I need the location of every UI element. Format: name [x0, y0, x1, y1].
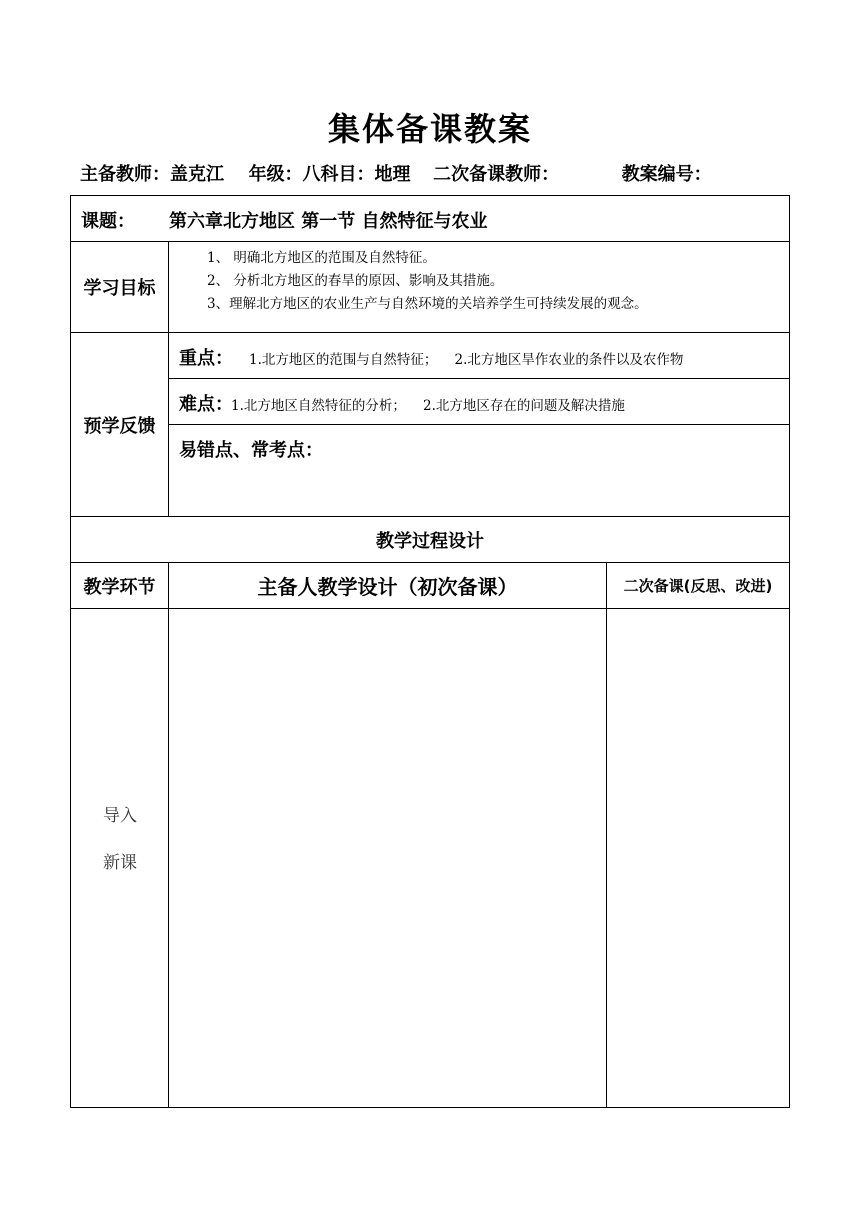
- lesson-plan-table: [70, 195, 790, 1108]
- objectives-label: 学习目标: [83, 278, 156, 299]
- objectives-cell: [168, 241, 790, 333]
- grade-subject: 年级：八科目：地理: [248, 164, 411, 185]
- lead-teacher: 主备教师：盖克江: [80, 164, 224, 185]
- preview-label-cell: [70, 332, 169, 517]
- plan-number: 教案编号：: [621, 164, 712, 185]
- common-errors-label: 易错点、常考点：: [179, 440, 323, 461]
- topic-row: [70, 195, 790, 242]
- process-title: 教学过程设计: [376, 530, 484, 552]
- topic-label: 课题：: [81, 211, 135, 232]
- objective-item: 3、理解北方地区的农业生产与自然环境的关培养学生可持续发展的观念。: [207, 296, 648, 312]
- page-title: 集体备课教案: [327, 110, 532, 148]
- stage-header: 教学环节: [83, 576, 156, 598]
- key-points-label: 重点：: [179, 348, 233, 369]
- stage-header-cell: [70, 562, 169, 609]
- revision-header-cell: [606, 562, 790, 609]
- revision-content-cell: [606, 608, 790, 1108]
- preview-label: 预学反馈: [83, 415, 156, 437]
- design-header: 主备人教学设计（初次备课）: [257, 575, 518, 599]
- topic-value: 第六章北方地区 第一节 自然特征与农业: [169, 211, 488, 232]
- common-errors-cell: [168, 424, 790, 517]
- stage-name-line: 导入: [103, 806, 137, 826]
- objective-item: 2、 分析北方地区的春旱的原因、影响及其措施。: [207, 273, 504, 289]
- process-title-cell: [70, 516, 790, 563]
- objectives-label-cell: [70, 241, 169, 333]
- key-points-cell: [168, 332, 790, 379]
- stage-name-line: 新课: [103, 853, 137, 873]
- header-meta: [80, 160, 712, 186]
- design-header-cell: [168, 562, 607, 609]
- objective-item: 1、 明确北方地区的范围及自然特征。: [207, 250, 436, 266]
- key-points-text: 1.北方地区的范围与自然特征； 2.北方地区旱作农业的条件以及农作物: [249, 352, 684, 368]
- difficulties-label: 难点：: [179, 394, 233, 415]
- second-teacher: 二次备课教师：: [433, 164, 560, 185]
- difficulties-text: 1.北方地区自然特征的分析； 2.北方地区存在的问题及解决措施: [231, 398, 625, 414]
- revision-header: 二次备课(反思、改进): [623, 577, 773, 595]
- stage-cell: [70, 608, 169, 1108]
- design-content-cell: [168, 608, 607, 1108]
- difficulties-cell: [168, 378, 790, 425]
